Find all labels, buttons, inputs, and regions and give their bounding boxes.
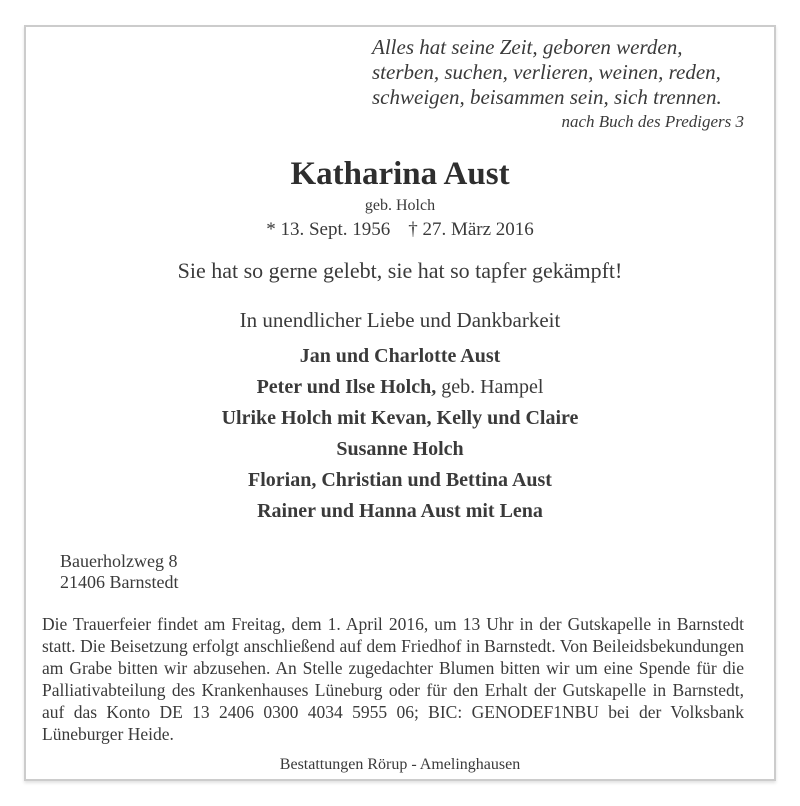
deceased-header: [26, 155, 774, 241]
family-member-row: [26, 465, 774, 496]
family-list: [26, 341, 774, 527]
family-member-names: Jan und Charlotte Aust: [299, 345, 501, 367]
scripture-quote: [372, 35, 744, 132]
family-member-row: [26, 496, 774, 527]
family-member-row: [26, 403, 774, 434]
address-block: [60, 551, 179, 593]
tribute-line: Sie hat so gerne gelebt, sie hat so tapfer gekämpft!: [177, 258, 623, 283]
address-city: 21406 Barnstedt: [60, 572, 179, 592]
quote-line-2: sterben, suchen, verlieren, weinen, reden,: [372, 60, 721, 84]
address-street: Bauerholzweg 8: [60, 551, 178, 571]
quote-line-1: Alles hat seine Zeit, geboren werden,: [372, 35, 683, 59]
family-member-names: Florian, Christian und Bettina Aust: [248, 469, 552, 491]
family-member-suffix: geb. Hampel: [441, 376, 544, 398]
birth-date: * 13. Sept. 1956: [266, 219, 391, 240]
family-member-names: Peter und Ilse Holch,: [256, 376, 437, 398]
family-member-row: [26, 372, 774, 403]
obituary-notice-card: [24, 25, 776, 781]
mourning-intro: In unendlicher Liebe und Dankbarkeit: [239, 308, 561, 332]
family-member-names: Rainer und Hanna Aust mit Lena: [257, 500, 543, 522]
life-dates: [26, 219, 774, 241]
funeral-details-paragraph: Die Trauerfeier findet am Freitag, dem 1. April 2016, um 13 Uhr in der Gutskapelle in Barnstedt statt. Die Beisetzung erfolgt anschließend auf dem Friedhof in Barnstedt. Von Beileidsbekundungen am Grabe bitten wir abzusehen. An Stelle zugedachter Blumen bitten wir um eine Spende für die Palliativabteilung des Krankenhauses Lüneburg oder für den Erhalt der Gutskapelle in Barnstedt, auf das Konto DE 13 2406 0300 4034 5955 06; BIC: GENODEF1NBU bei der Volksbank Lüneburger Heide.: [42, 614, 744, 744]
family-member-names: Susanne Holch: [336, 438, 464, 460]
death-date: † 27. März 2016: [408, 219, 534, 240]
quote-attribution: nach Buch des Predigers 3: [561, 112, 744, 131]
family-member-row: [26, 341, 774, 372]
quote-line-3: schweigen, beisammen sein, sich trennen.: [372, 85, 722, 109]
family-member-names: Ulrike Holch mit Kevan, Kelly und Claire: [221, 407, 579, 429]
deceased-name: Katharina Aust: [290, 156, 510, 192]
family-member-row: [26, 434, 774, 465]
funeral-home-footer: Bestattungen Rörup - Amelinghausen: [279, 756, 521, 773]
maiden-name: geb. Holch: [364, 197, 436, 214]
